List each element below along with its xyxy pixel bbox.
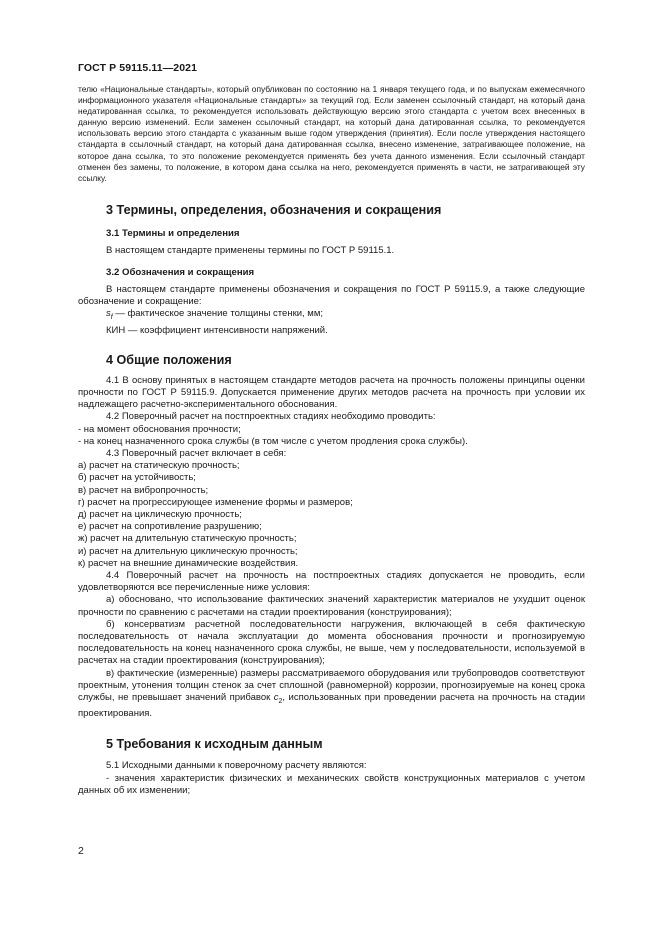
symbol-item-kin: КИН — коэффициент интенсивности напряжений. [106,324,328,336]
page-number: 2 [78,845,84,857]
clause-4-4-b: б) консерватизм расчетной последовательности нагружения, включающей в себя фактическую последовательность от начала эксплуатации до момента обоснования прочности и прогнозируемую последовательность на конец назначенного срока службы, не выше, чем у последовательности, используемой в расчетах на стадии проектирования (конструирования); [78,618,585,667]
list-item: г) расчет на прогрессирующее изменение формы и размеров; [78,496,353,508]
clause-4-3: 4.3 Поверочный расчет включает в себя: [106,447,287,459]
list-item: а) расчет на статическую прочность; [78,460,240,472]
subsection-3-1-text: В настоящем стандарте применены термины по ГОСТ Р 59115.1. [106,244,395,256]
clause-4-4-c-text-end: , использованных при проведении расчета на прочность на стадии проектирования. [78,692,585,720]
intro-paragraph: телю «Национальные стандарты», который опубликован по состоянию на 1 января текущего года, и по выпускам ежемесячного информационного указателя «Национальные стандарты» за текущий год. Если заменен ссылочный стандарт, на который дана недатированная ссылка, то рекомендуется использовать действующую версию этого стандарта с учетом всех внесенных в данную версию изменений. Если заменен ссылочный стандарт, на который дана датированная ссылка, то рекомендуется использовать версию этого стандарта с указанным выше годом утверждения (принятия). Если после утверждения настоящего стандарта в ссылочный стандарт, на который дана датированная ссылка, внесено изменение, затрагивающее положение, на которое дана ссылка, то это положение рекомендуется применять без учета данного изменения. Если ссылочный стандарт отменен без замены, то положение, в котором дана ссылка на него, рекомендуется применять в части, не затрагивающей эту ссылку. [78,84,585,183]
clause-5-1: 5.1 Исходными данными к поверочному расчету являются: [106,760,367,772]
symbol-sf-definition: — фактическое значение толщины стенки, мм; [112,308,324,320]
list-item: к) расчет на внешние динамические воздействия. [78,557,299,569]
section-3-title: 3 Термины, определения, обозначения и сокращения [106,202,442,217]
symbol-item-sf [78,308,585,324]
symbol-s: s [106,308,111,320]
list-item: в) расчет на вибропрочность; [78,484,209,496]
clause-4-4-c-text-start: в) фактические (измеренные) размеры рассматриваемого оборудования или трубопроводов соответствуют проектным, утонения толщин стенок за счет сплошной (равномерной) коррозии, прогнозируемые на конец срока службы, не превышает значений прибавок [78,667,585,704]
section-4-title: 4 Общие положения [106,352,232,367]
section-5-title: 5 Требования к исходным данным [106,737,323,752]
intro-block [78,84,585,184]
subsection-3-1-title: 3.1 Термины и определения [106,227,240,239]
list-item: - на конец назначенного срока службы (в том числе с учетом продления срока службы). [78,435,468,447]
clause-4-2: 4.2 Поверочный расчет на постпроектных стадиях необходимо проводить: [106,411,436,423]
subsection-3-2-text: В настоящем стандарте применены обозначения и сокращения по ГОСТ Р 59115.9, а также следующие обозначение и сокращение: [78,284,585,308]
symbol-list [78,308,585,336]
list-item: б) расчет на устойчивость; [78,472,196,484]
clause-4-4-a: а) обосновано, что использование фактических значений характеристик материалов не ухудшит оценок прочности по сравнению с расчетами на стадии проектирования (конструирования); [78,594,585,618]
symbol-subscript-2: 2 [278,697,283,705]
document-header: ГОСТ Р 59115.11—2021 [78,62,198,74]
list-item: ж) расчет на длительную статическую прочность; [78,533,297,545]
clause-4-1: 4.1 В основу принятых в настоящем стандарте методов расчета на прочность положены принципы оценки прочности по ГОСТ Р 59115.9. Допускается применение других методов расчета на прочность при условии их надлежащего расчетно-экспериментального обоснования. [78,374,585,411]
list-item: д) расчет на циклическую прочность; [78,508,242,520]
clause-5-1-item: - значения характеристик физических и механических свойств конструкционных материалов с учетом данных об их изменении; [78,772,585,796]
list-item: е) расчет на сопротивление разрушению; [78,521,262,533]
clause-4-4: 4.4 Поверочный расчет на прочность на постпроектных стадиях допускается не проводить, если удовлетворяются все перечисленные ниже условия: [78,570,585,594]
list-item: и) расчет на длительную циклическую прочность; [78,545,298,557]
subsection-3-2-title: 3.2 Обозначения и сокращения [106,267,255,279]
document-body [78,84,585,797]
symbol-c: c [273,692,279,704]
clause-4-4-c [78,668,585,721]
list-item: - на момент обоснования прочности; [78,423,241,435]
symbol-subscript-f: f [110,314,113,322]
